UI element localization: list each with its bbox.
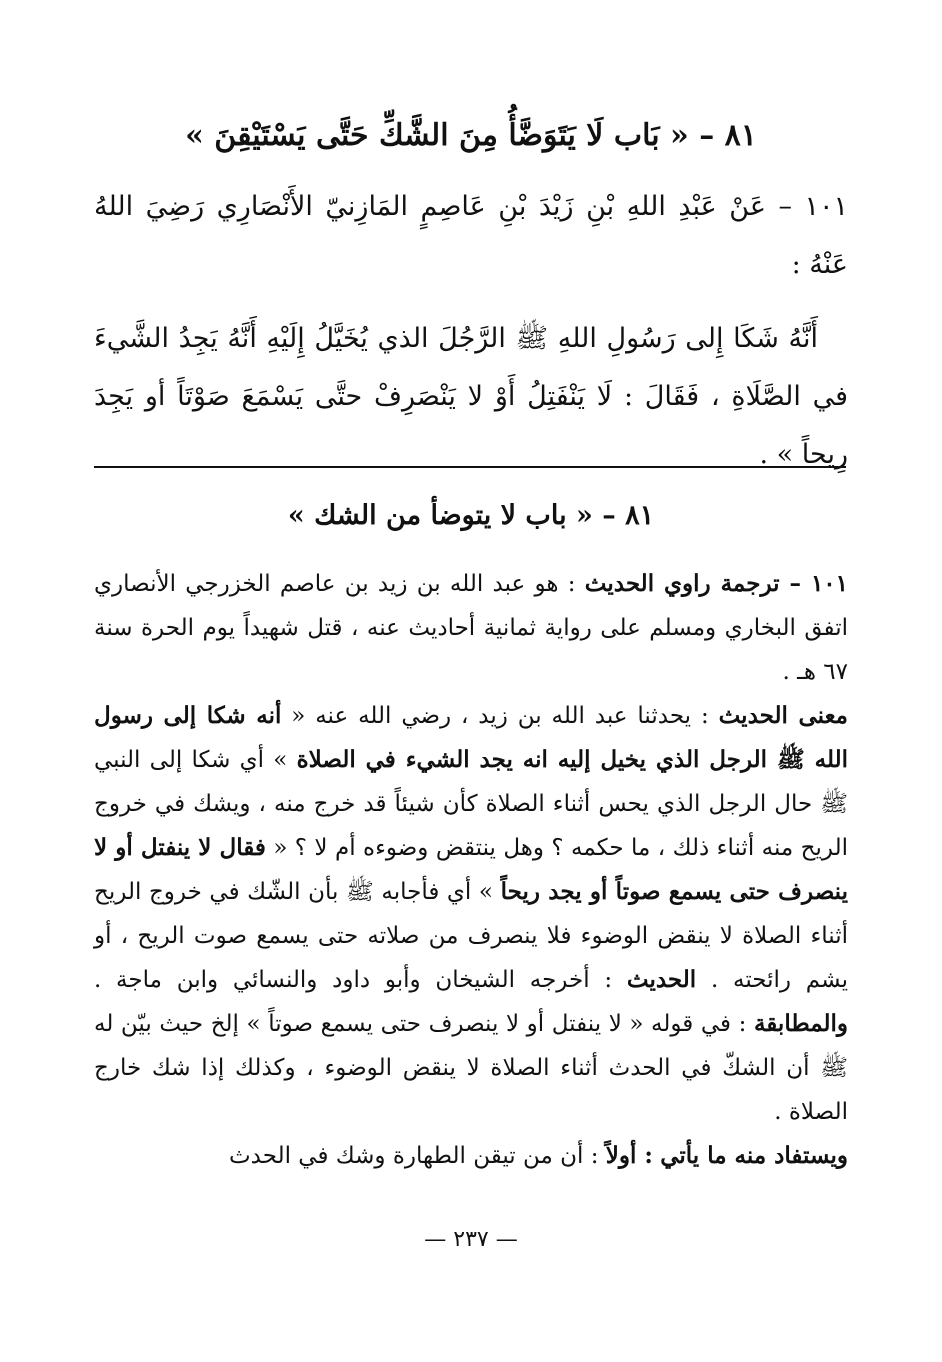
takhrij-text: : أخرجه الشيخان وأبو داود والنسائي وابن ماجة .: [94, 967, 613, 993]
meaning-label: معنى الحديث: [718, 702, 848, 729]
mutabaqa-text: : في قوله « لا ينفتل أو لا ينصرف حتى يسمع صوتاً » إلخ حيث بيّن له ﷺ أن الشكّ في الحدث أثناء الصلاة لا ينقض الوضوء ، وكذلك إذا شك خارج الصلاة .: [94, 1011, 848, 1125]
benefits-paragraph: [94, 1134, 848, 1178]
section-divider: [94, 466, 846, 468]
narrator-paragraph: [94, 562, 848, 694]
hadith-matn: أَنَّهُ شَكَا إِلى رَسُولِ اللهِ ﷺ الرَّجُلَ الذي يُخَيَّلُ إِلَيْهِ أَنَّهُ يَجِدُ الشَّيءَ في الصَّلَاةِ ، فَقَالَ : لَا يَنْفَتِلُ أَوْ لا يَنْصَرِفْ حتَّى يَسْمَعَ صَوْتَاً أو يَجِدَ رِيحاً » .: [94, 323, 848, 470]
benefits-label: ويستفاد منه ما يأتي: [660, 1142, 848, 1169]
hadith-isnad: ١٠١ – عَنْ عَبْدِ اللهِ بْنِ زَيْدَ بْنِ عَاصِمٍ المَازِنيّ الأَنْصَارِي رَضِيَ اللهُ عَنْهُ :: [94, 191, 848, 280]
benefits-first: : أولاً: [605, 1142, 653, 1169]
commentary-heading: ٨١ – « باب لا يتوضأ من الشك »: [287, 500, 655, 531]
benefits-text: : أن من تيقن الطهارة وشك في الحدث: [229, 1143, 599, 1169]
meaning-text-2: » أي شكا إلى النبي ﷺ حال الرجل الذي يحس أثناء الصلاة كأن شيئاً قد خرج منه ، ويشك في خروج الريح منه أثناء ذلك ، ما حكمه ؟ وهل ينتقض وضوءه أم لا ؟ «: [94, 747, 848, 861]
narrator-text: : هو عبد الله بن زيد بن عاصم الخزرجي الأنصاري اتفق البخاري ومسلم على رواية ثمانية أحاديث عنه ، قتل شهيداً يوم الحرة سنة ٦٧ هـ .: [94, 571, 848, 685]
meaning-paragraph: [94, 694, 848, 1134]
meaning-quote-1: أنه شكا إلى رسول الله ﷺ الرجل الذي يخيل إليه انه يجد الشيء في الصلاة: [94, 702, 848, 773]
meaning-text-3: » أي فأجابه ﷺ بأن الشّك في خروج الريح أثناء الصلاة لا ينقض الوضوء فلا ينصرف من صلاته حتى يسمع صوت الريح ، أو يشم رائحته .: [94, 879, 849, 993]
takhrij-label: الحديث: [626, 966, 697, 993]
page-number: — ٢٣٧ —: [424, 1227, 518, 1252]
meaning-quote-2: فقال لا ينفتل أو لا ينصرف حتى يسمع صوتاً أو يجد ريحاً: [94, 834, 849, 905]
mutabaqa-label: والمطابقة: [753, 1010, 849, 1037]
chapter-heading: ٨١ – « بَاب لَا يَتَوَضَّأُ مِنَ الشَّكِّ حَتَّى يَسْتَيْقِنَ »: [185, 118, 757, 153]
meaning-text-1: : يحدثنا عبد الله بن زيد ، رضي الله عنه «: [291, 703, 709, 729]
commentary-text: [94, 562, 848, 1178]
hadith-text: [94, 178, 848, 484]
narrator-label: ١٠١ – ترجمة راوي الحديث: [584, 570, 848, 597]
